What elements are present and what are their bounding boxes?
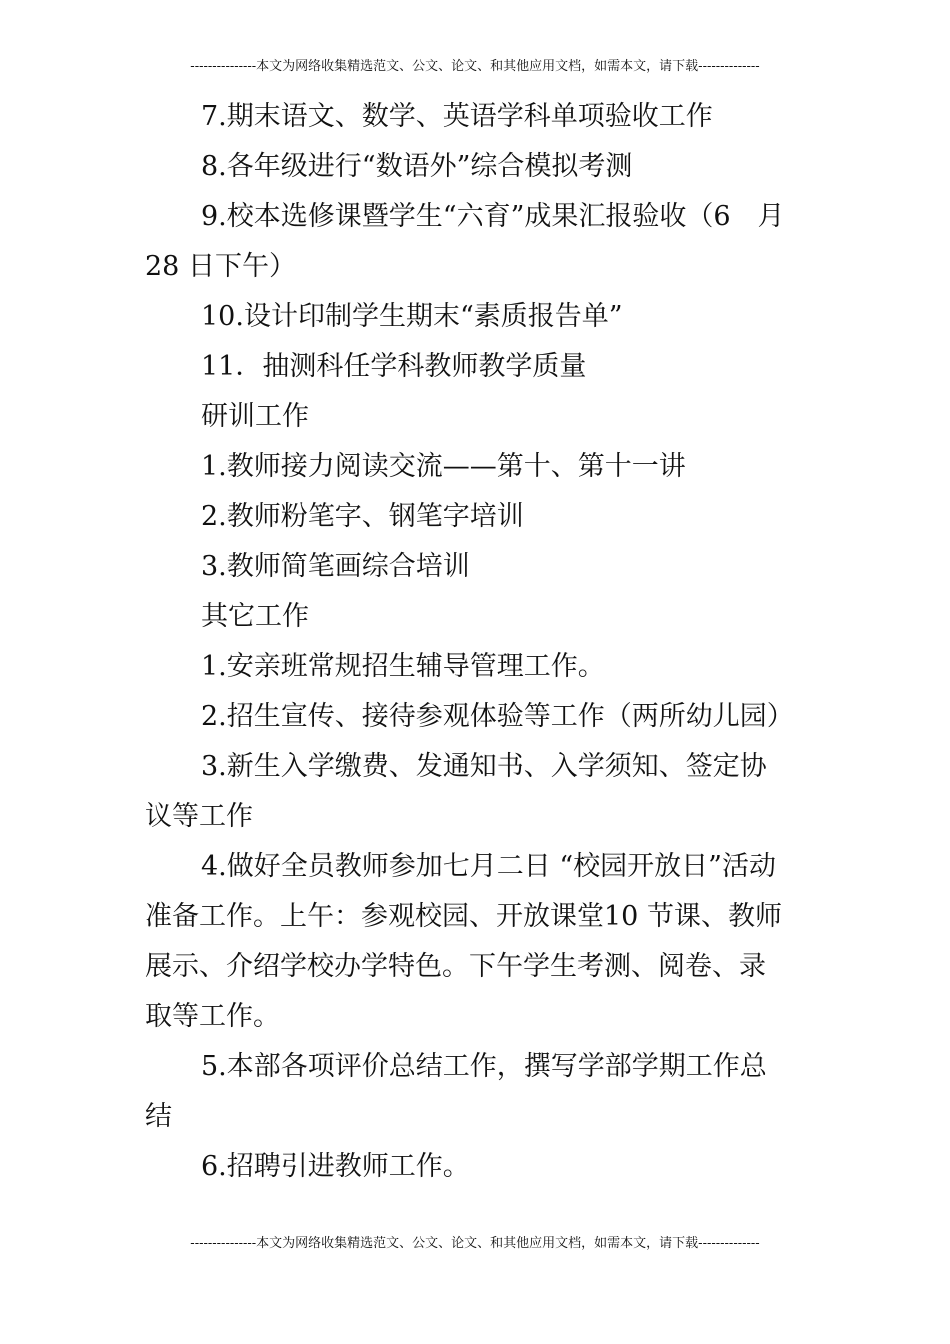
document-line: 研训工作 bbox=[201, 401, 309, 432]
document-line: 3.教师简笔画综合培训 bbox=[201, 551, 470, 582]
document-line: 8.各年级进行“数语外”综合模拟考测 bbox=[201, 151, 633, 182]
document-line: 展示、介绍学校办学特色。下午学生考测、阅卷、录 bbox=[145, 951, 766, 982]
document-line: 10.设计印制学生期末“素质报告单” bbox=[201, 301, 623, 332]
footer-banner: ---------------本文为网络收集精选范文、公文、论文、和其他应用文档，如需本文，请下载-------------- bbox=[190, 1236, 760, 1251]
document-line: 9.校本选修课暨学生“六育”成果汇报验收（6 月 bbox=[201, 201, 785, 232]
document-line: 2.招生宣传、接待参观体验等工作（两所幼儿园） bbox=[201, 701, 794, 732]
document-line: 1.安亲班常规招生辅导管理工作。 bbox=[201, 651, 605, 682]
document-line: 4.做好全员教师参加七月二日 “校园开放日”活动 bbox=[201, 851, 776, 882]
document-line: 议等工作 bbox=[145, 801, 253, 832]
document-line: 结 bbox=[145, 1101, 172, 1132]
document-line: 28 日下午） bbox=[145, 251, 296, 282]
document-line: 取等工作。 bbox=[145, 1001, 280, 1032]
document-line: 5.本部各项评价总结工作，撰写学部学期工作总 bbox=[201, 1051, 767, 1082]
document-line: 11．抽测科任学科教师教学质量 bbox=[201, 351, 587, 382]
document-line: 2.教师粉笔字、钢笔字培训 bbox=[201, 501, 524, 532]
document-line: 7.期末语文、数学、英语学科单项验收工作 bbox=[201, 101, 713, 132]
document-line: 6.招聘引进教师工作。 bbox=[201, 1151, 470, 1182]
document-line: 其它工作 bbox=[201, 601, 309, 632]
document-body bbox=[145, 92, 810, 1192]
document-line: 准备工作。上午：参观校园、开放课堂10 节课、教师 bbox=[145, 901, 782, 932]
document-line: 1.教师接力阅读交流——第十、第十一讲 bbox=[201, 451, 686, 482]
header-banner: ---------------本文为网络收集精选范文、公文、论文、和其他应用文档，如需本文，请下载-------------- bbox=[190, 59, 760, 74]
document-line: 3.新生入学缴费、发通知书、入学须知、签定协 bbox=[201, 751, 767, 782]
